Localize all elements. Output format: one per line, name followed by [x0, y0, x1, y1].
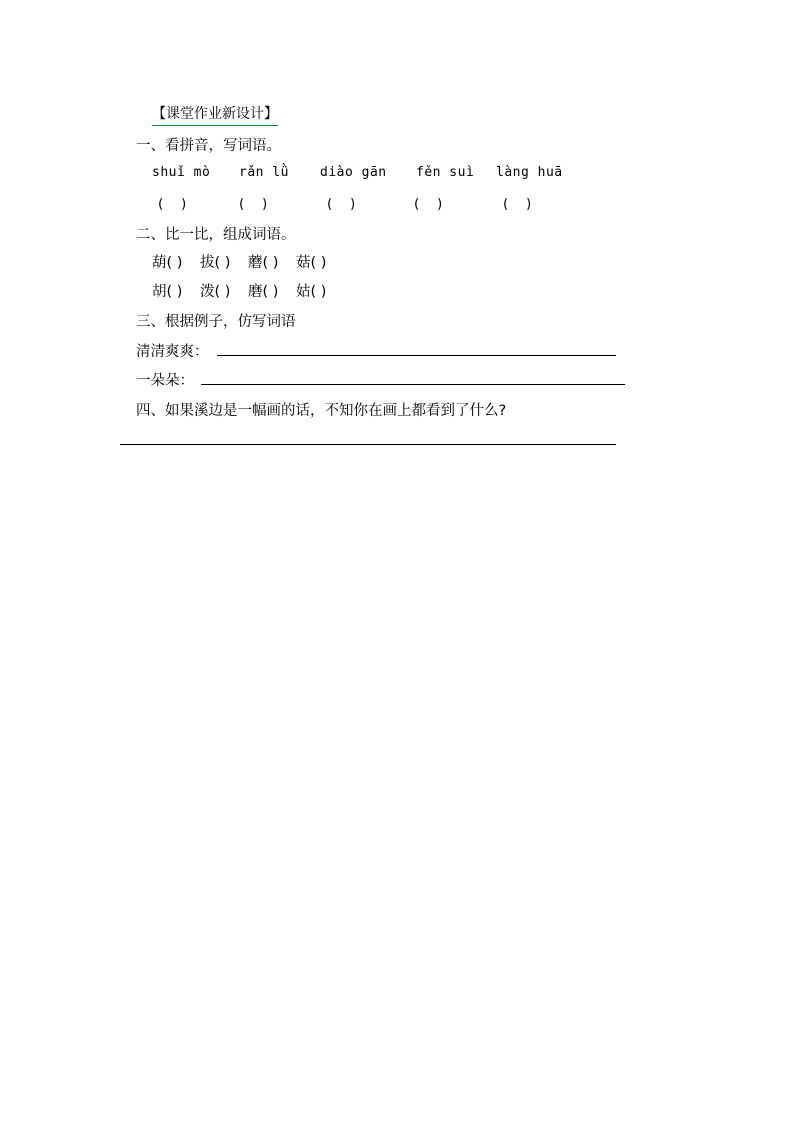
compare-item-hu-gourd[interactable]: 葫( ): [152, 255, 183, 271]
compare-item-ba[interactable]: 拔( ): [200, 255, 231, 271]
pinyin-5: làng huā: [496, 165, 563, 180]
compare-item-po[interactable]: 泼( ): [200, 284, 231, 300]
answer-blank-4[interactable]: ( ): [414, 196, 443, 212]
answer-blank-3[interactable]: ( ): [327, 196, 356, 212]
example1-label: 清清爽爽：: [136, 344, 209, 360]
pinyin-1: shuǐ mò: [152, 165, 211, 180]
section1-heading: 一、看拼音，写词语。: [136, 138, 281, 154]
section2-heading: 二、比一比，组成词语。: [136, 227, 296, 243]
answer-blank-2[interactable]: ( ): [239, 196, 268, 212]
pinyin-2: rǎn lǜ: [239, 165, 289, 180]
answer-blank-5[interactable]: ( ): [503, 196, 532, 212]
compare-item-mo-grind[interactable]: 磨( ): [248, 284, 279, 300]
example2-answer-line[interactable]: [201, 384, 625, 385]
pinyin-4: fěn suì: [416, 165, 475, 180]
answer-blank-1[interactable]: ( ): [158, 196, 187, 212]
compare-item-hu[interactable]: 胡( ): [152, 284, 183, 300]
section4-answer-line[interactable]: [120, 444, 616, 445]
section3-heading: 三、根据例子，仿写词语: [136, 314, 296, 330]
section4-heading: 四、如果溪边是一幅画的话，不知你在画上都看到了什么?: [136, 403, 507, 419]
compare-item-gu-aunt[interactable]: 姑( ): [296, 284, 327, 300]
compare-item-mo-mushroom[interactable]: 蘑( ): [248, 255, 279, 271]
example1-answer-line[interactable]: [217, 355, 616, 356]
pinyin-3: diào gān: [320, 165, 387, 180]
worksheet-title: 【课堂作业新设计】: [152, 103, 278, 126]
compare-item-gu-mushroom[interactable]: 菇( ): [296, 255, 327, 271]
example2-label: 一朵朵：: [136, 373, 194, 389]
